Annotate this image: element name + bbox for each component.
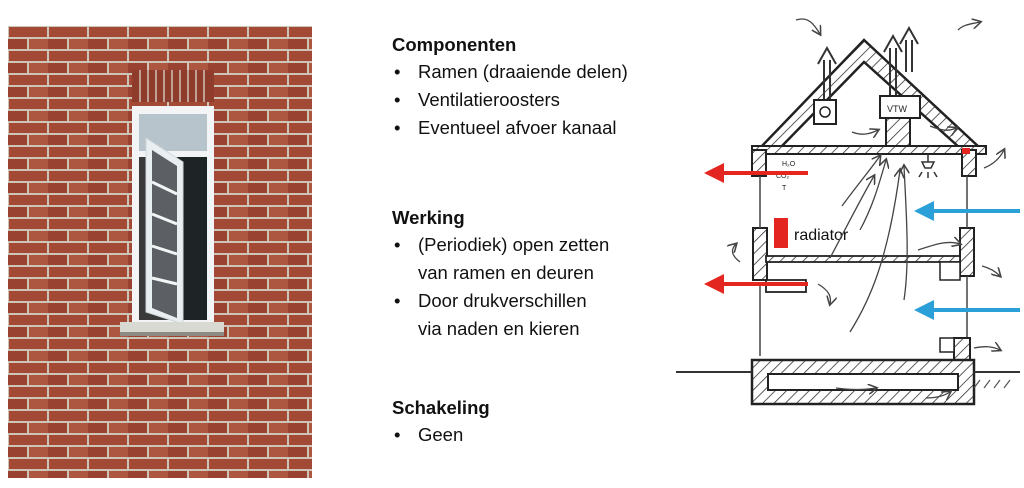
list-item xyxy=(392,287,609,343)
radiator xyxy=(774,218,788,248)
ceiling-light-icon xyxy=(919,154,937,178)
radiator-label: radiator xyxy=(794,227,849,244)
switching-heading: Schakeling xyxy=(392,397,490,418)
list-item: • Geen xyxy=(392,421,490,449)
house-ventilation-sketch xyxy=(672,0,1024,420)
list-item-line: (Periodiek) open zetten xyxy=(418,234,610,255)
vtw-label: VTW xyxy=(887,104,907,114)
switching-section xyxy=(392,395,490,449)
list-item: • Ventilatieroosters xyxy=(392,86,628,114)
t-label: T xyxy=(782,185,787,192)
floors xyxy=(766,256,960,352)
working-section xyxy=(392,205,609,343)
list-item: • Eventueel afvoer kanaal xyxy=(392,114,628,142)
working-heading: Werking xyxy=(392,207,465,228)
vtw-duct xyxy=(886,118,910,146)
switching-list xyxy=(392,421,490,449)
roof xyxy=(752,40,986,154)
h2o-label: H₂O xyxy=(782,161,796,168)
working-list xyxy=(392,231,609,343)
window xyxy=(132,106,214,326)
components-section xyxy=(392,32,628,142)
list-item-line: Door drukverschillen xyxy=(418,290,587,311)
components-list xyxy=(392,58,628,142)
list-item-line: van ramen en deuren xyxy=(418,262,594,283)
open-window-photo xyxy=(8,26,312,478)
list-item xyxy=(392,231,609,287)
roof-vent-marker xyxy=(962,148,970,154)
components-heading: Componenten xyxy=(392,34,517,55)
foundation xyxy=(676,360,1020,404)
window-lintel xyxy=(132,70,214,102)
list-item-line: via naden en kieren xyxy=(418,318,580,339)
co2-label: CO₂ xyxy=(776,173,790,180)
attic-fan-box xyxy=(814,100,836,124)
list-item: • Ramen (draaiende delen) xyxy=(392,58,628,86)
